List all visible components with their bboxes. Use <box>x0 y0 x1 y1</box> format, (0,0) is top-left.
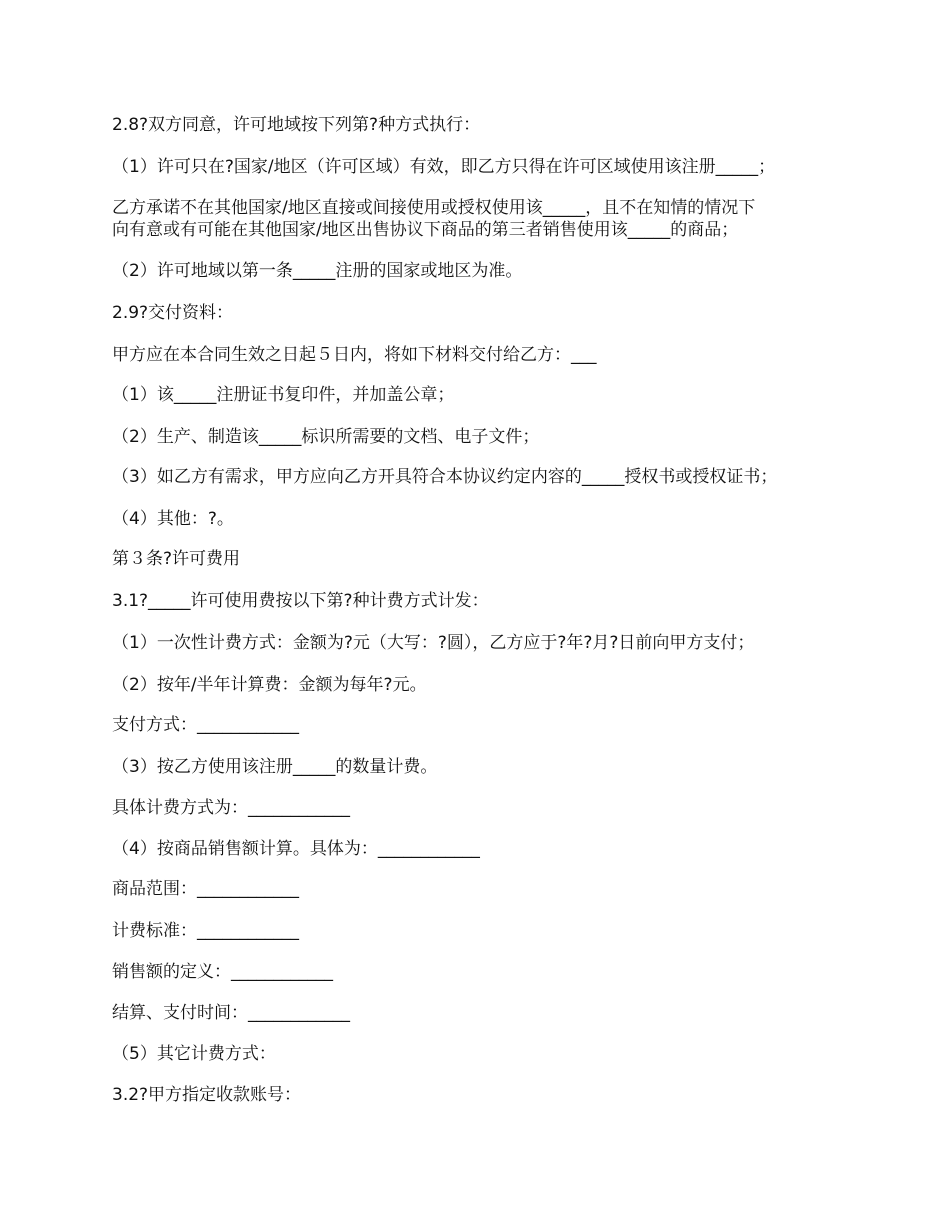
clause-2-9-item-1: （1）该_____注册证书复印件，并加盖公章； <box>112 385 455 405</box>
clause-2-9-item-2: （2）生产、制造该_____标识所需要的文档、电子文件； <box>112 427 540 447</box>
clause-3-1-option-2: （2）按年/半年计算费：金额为每年?元。 <box>112 675 427 695</box>
billing-standard-field: 计费标准：____________ <box>112 921 299 941</box>
clause-2-8-option-1-commitment-b: 向有意或有可能在其他国家/地区出售协议下商品的第三者销售使用该_____的商品； <box>112 220 739 240</box>
clause-2-8-option-2: （2）许可地域以第一条_____注册的国家或地区为准。 <box>112 261 523 281</box>
clause-2-8-option-1-commitment-a: 乙方承诺不在其他国家/地区直接或间接使用或授权使用该_____，且不在知情的情况下 <box>112 198 756 218</box>
clause-2-8-option-1: （1）许可只在?国家/地区（许可区域）有效，即乙方只得在许可区域使用该注册_____； <box>112 157 776 177</box>
clause-2-9-heading: 2.9?交付资料： <box>112 303 234 323</box>
product-scope-field: 商品范围：____________ <box>112 879 299 899</box>
clause-3-1-heading: 3.1?_____许可使用费按以下第?种计费方式计发： <box>112 591 489 611</box>
clause-3-1-option-5: （5）其它计费方式： <box>112 1044 276 1064</box>
clause-2-9-item-3: （3）如乙方有需求，甲方应向乙方开具符合本协议约定内容的_____授权书或授权证书； <box>112 467 778 487</box>
sales-definition-field: 销售额的定义：____________ <box>112 962 333 982</box>
clause-2-9-item-4: （4）其他：?。 <box>112 509 234 529</box>
payment-method-field: 支付方式：____________ <box>112 715 299 735</box>
clause-3-1-option-1: （1）一次性计费方式：金额为?元（大写：?圆），乙方应于?年?月?日前向甲方支付； <box>112 633 755 653</box>
clause-3-1-option-4: （4）按商品销售额计算。具体为：____________ <box>112 839 480 859</box>
clause-3-2-heading: 3.2?甲方指定收款账号： <box>112 1085 302 1105</box>
settlement-time-field: 结算、支付时间：____________ <box>112 1003 350 1023</box>
clause-2-8-heading: 2.8?双方同意，许可地域按下列第?种方式执行： <box>112 115 481 135</box>
clause-2-9-intro: 甲方应在本合同生效之日起５日内，将如下材料交付给乙方：___ <box>112 345 597 365</box>
clause-3-1-option-3: （3）按乙方使用该注册_____的数量计费。 <box>112 757 438 777</box>
specific-billing-field: 具体计费方式为：____________ <box>112 798 350 818</box>
article-3-heading: 第３条?许可费用 <box>112 549 241 569</box>
